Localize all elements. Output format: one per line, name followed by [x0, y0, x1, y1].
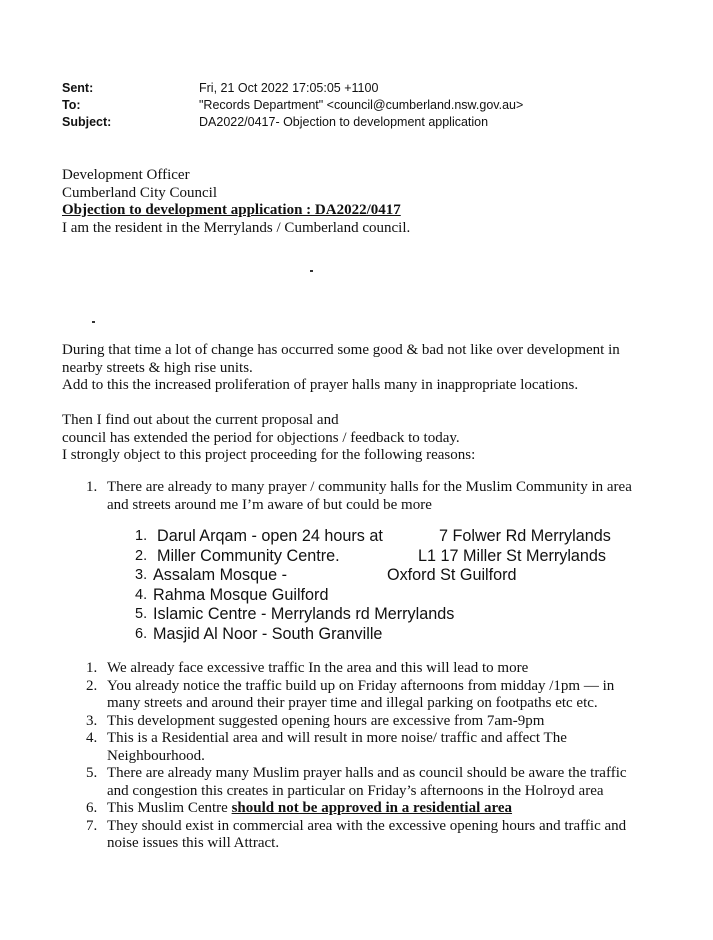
- reason-list-first: [86, 479, 632, 514]
- list-number: 2.: [135, 547, 148, 564]
- paragraph-1-line: nearby streets & high rise units.: [62, 359, 253, 376]
- list-item-line: They should exist in commercial area with the excessive opening hours and traffic and: [107, 817, 627, 834]
- hall-name: Rahma Mosque Guilford: [153, 585, 329, 604]
- list-item-line: and congestion this creates in particular on Friday’s afternoons in the Holroyd area: [107, 782, 604, 799]
- paragraph-2: [62, 412, 475, 465]
- hall-name: Miller Community Centre.: [157, 546, 340, 565]
- list-number: 1.: [135, 528, 148, 544]
- list-number: 2.: [86, 677, 98, 694]
- paragraph-1-line: During that time a lot of change has occurred some good & bad not like over development in: [62, 342, 620, 358]
- list-item-line: This is a Residential area and will result in more noise/ traffic and affect The: [107, 730, 567, 746]
- list-number: 4.: [135, 586, 148, 603]
- list-number: 6.: [86, 800, 98, 816]
- paragraph-2-line: council has extended the period for objections / feedback to today.: [62, 429, 460, 446]
- letter-heading: Objection to development application : DA2022/0417: [62, 202, 401, 218]
- letter-opening: [62, 167, 410, 237]
- subject-value: DA2022/0417- Objection to development application: [199, 115, 489, 129]
- list-number: 3.: [86, 712, 98, 729]
- subject-label: Subject:: [62, 115, 112, 129]
- list-item: [86, 730, 627, 765]
- list-item-line: This development suggested opening hours are excessive from 7am-9pm: [107, 712, 545, 729]
- list-item-text: This Muslim Centre: [107, 800, 232, 816]
- paragraph-2-line: I strongly object to this project proceeding for the following reasons:: [62, 447, 476, 463]
- list-item: [86, 660, 627, 678]
- recipient-title: Development Officer: [62, 167, 190, 183]
- stray-mark: [92, 321, 95, 323]
- paragraph-1: [62, 342, 620, 395]
- intro-line: I am the resident in the Merrylands / Cumberland council.: [62, 219, 411, 236]
- hall-name: Darul Arqam - open 24 hours at: [157, 527, 383, 545]
- list-item: [86, 765, 627, 800]
- paragraph-1-line: Add to this the increased proliferation of prayer halls many in inappropriate locations.: [62, 377, 579, 393]
- list-number: 1.: [86, 479, 98, 495]
- emphasis-text: should not be approved in a residential area: [231, 800, 513, 816]
- paragraph-2-line: Then I find out about the current proposal and: [62, 412, 339, 428]
- list-item-line: We already face excessive traffic In the area and this will lead to more: [107, 660, 529, 676]
- list-item-line: and streets around me I’m aware of but could be more: [107, 496, 432, 513]
- list-item-line: [107, 800, 627, 818]
- hall-name: Masjid Al Noor - South Granville: [153, 624, 383, 643]
- hall-location: 7 Folwer Rd Merrylands: [439, 527, 611, 545]
- list-item: [86, 678, 627, 713]
- list-number: 1.: [86, 660, 98, 676]
- to-value: "Records Department" <council@cumberland.nsw.gov.au>: [199, 98, 524, 112]
- list-item: [86, 479, 632, 514]
- list-number: 6.: [135, 625, 148, 642]
- list-number: 7.: [86, 817, 98, 834]
- list-item-line: There are already to many prayer / community halls for the Muslim Community in area: [107, 479, 632, 495]
- list-item: [86, 818, 627, 853]
- list-item-line: You already notice the traffic build up on Friday afternoons from midday /1pm — in: [107, 677, 615, 694]
- stray-mark: [310, 270, 313, 272]
- recipient-council: Cumberland City Council: [62, 184, 217, 201]
- hall-location: Oxford St Guilford: [387, 566, 517, 585]
- sent-label: Sent:: [62, 81, 94, 95]
- to-label: To:: [62, 98, 81, 112]
- list-number: 5.: [86, 765, 98, 781]
- list-number: 4.: [86, 730, 98, 746]
- hall-name: Islamic Centre - Merrylands rd Merrylands: [153, 605, 455, 624]
- reasons-list: [86, 660, 627, 853]
- hall-name: Assalam Mosque -: [153, 566, 288, 585]
- hall-location: L1 17 Miller St Merrylands: [418, 546, 607, 565]
- list-item: [86, 800, 627, 818]
- list-item-line: There are already many Muslim prayer halls and as council should be aware the traffic: [107, 765, 627, 781]
- list-item-line: noise issues this will Attract.: [107, 835, 280, 851]
- sent-value: Fri, 21 Oct 2022 17:05:05 +1100: [199, 81, 379, 95]
- list-number: 3.: [135, 567, 148, 584]
- list-number: 5.: [135, 606, 148, 623]
- list-item: [86, 713, 627, 731]
- list-item-line: Neighbourhood.: [107, 747, 205, 764]
- list-item-line: many streets and around their prayer time and illegal parking on footpaths etc etc.: [107, 695, 598, 711]
